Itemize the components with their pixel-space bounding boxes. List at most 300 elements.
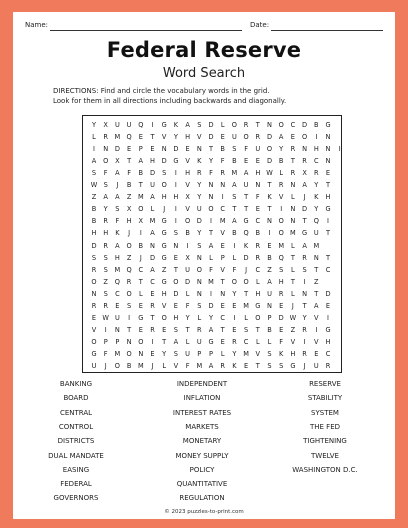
grid-letter[interactable]: V (255, 349, 261, 358)
grid-letter[interactable]: V (185, 181, 190, 190)
grid-letter[interactable]: K (279, 349, 284, 358)
grid-letter[interactable]: A (208, 241, 214, 250)
grid-letter[interactable]: S (302, 265, 307, 274)
grid-letter[interactable]: E (290, 133, 295, 142)
grid-letter[interactable]: G (208, 337, 214, 346)
grid-letter[interactable]: I (186, 241, 189, 250)
grid-letter[interactable]: U (243, 181, 249, 190)
grid-letter[interactable]: R (278, 181, 284, 190)
grid-letter[interactable]: O (138, 205, 144, 214)
grid-letter[interactable]: D (266, 133, 273, 142)
grid-letter[interactable]: N (313, 253, 319, 262)
grid-letter[interactable]: E (150, 349, 155, 358)
grid-letter[interactable]: D (91, 241, 97, 250)
grid-letter[interactable]: G (138, 313, 144, 322)
grid-letter[interactable]: F (244, 145, 248, 154)
grid-letter[interactable]: M (114, 349, 121, 358)
grid-letter[interactable]: D (278, 313, 284, 322)
grid-letter[interactable]: E (115, 301, 120, 310)
grid-letter[interactable]: Q (278, 253, 284, 262)
grid-letter[interactable]: G (290, 362, 296, 370)
grid-letter[interactable]: U (185, 349, 190, 358)
grid-letter[interactable]: M (196, 362, 203, 370)
grid-letter[interactable]: G (325, 121, 331, 129)
grid-letter[interactable]: H (325, 193, 331, 202)
grid-letter[interactable]: J (139, 253, 142, 262)
grid-letter[interactable]: A (232, 217, 237, 226)
grid-letter[interactable]: O (301, 133, 308, 142)
grid-letter[interactable]: D (149, 169, 156, 178)
grid-letter[interactable]: G (302, 229, 308, 238)
grid-letter[interactable]: S (162, 169, 167, 178)
grid-letter[interactable]: P (267, 313, 272, 322)
date-line[interactable] (271, 30, 383, 31)
grid-letter[interactable]: Y (232, 349, 237, 358)
grid-letter[interactable]: Z (103, 277, 108, 286)
grid-letter[interactable]: N (196, 277, 202, 286)
grid-letter[interactable]: T (290, 253, 295, 262)
grid-letter[interactable]: O (278, 229, 284, 238)
grid-letter[interactable]: Y (162, 349, 167, 358)
grid-letter[interactable]: B (126, 181, 132, 190)
grid-letter[interactable]: H (103, 229, 109, 238)
grid-letter[interactable]: N (208, 181, 214, 190)
grid-letter[interactable]: H (150, 157, 155, 166)
grid-letter[interactable]: Q (126, 133, 132, 142)
grid-letter[interactable]: N (325, 145, 331, 154)
grid-letter[interactable]: T (232, 205, 237, 214)
grid-letter[interactable]: L (185, 337, 190, 346)
grid-letter[interactable]: V (173, 362, 179, 370)
grid-letter[interactable]: L (279, 169, 284, 178)
grid-letter[interactable]: O (243, 277, 249, 286)
grid-letter[interactable]: R (220, 362, 225, 370)
grid-letter[interactable]: U (114, 121, 120, 129)
grid-letter[interactable]: T (127, 325, 132, 334)
grid-letter[interactable]: M (278, 241, 285, 250)
grid-letter[interactable]: A (150, 229, 155, 238)
grid-letter[interactable]: U (126, 121, 132, 129)
grid-letter[interactable]: G (91, 349, 97, 358)
grid-letter[interactable]: H (255, 169, 261, 178)
grid-letter[interactable]: Y (103, 205, 108, 214)
grid-letter[interactable]: Z (290, 325, 296, 334)
grid-letter[interactable]: H (126, 217, 132, 226)
grid-letter[interactable]: A (302, 181, 307, 190)
grid-letter[interactable]: A (278, 133, 284, 142)
grid-letter[interactable]: Y (208, 157, 214, 166)
grid-letter[interactable]: R (255, 241, 261, 250)
grid-letter[interactable]: T (255, 121, 260, 129)
grid-letter[interactable]: I (174, 181, 177, 190)
grid-letter[interactable]: L (255, 337, 260, 346)
grid-letter[interactable]: D (149, 253, 156, 262)
grid-letter[interactable]: Z (126, 193, 132, 202)
grid-letter[interactable]: A (150, 265, 155, 274)
grid-letter[interactable]: T (302, 301, 307, 310)
grid-letter[interactable]: T (138, 181, 143, 190)
grid-letter[interactable]: D (302, 121, 308, 129)
grid-letter[interactable]: H (173, 313, 179, 322)
grid-letter[interactable]: R (302, 253, 307, 262)
grid-letter[interactable]: A (208, 325, 214, 334)
grid-letter[interactable]: H (161, 193, 167, 202)
grid-letter[interactable]: B (126, 362, 132, 370)
grid-letter[interactable]: L (220, 349, 225, 358)
grid-letter[interactable]: Y (314, 205, 319, 214)
grid-letter[interactable]: F (127, 169, 131, 178)
grid-letter[interactable]: N (302, 145, 308, 154)
grid-letter[interactable]: E (244, 157, 249, 166)
grid-letter[interactable]: I (327, 313, 329, 322)
grid-letter[interactable]: N (290, 217, 296, 226)
grid-letter[interactable]: R (302, 349, 307, 358)
grid-letter[interactable]: Y (91, 121, 97, 129)
grid-letter[interactable]: A (243, 169, 249, 178)
grid-letter[interactable]: I (151, 337, 154, 346)
grid-letter[interactable]: C (243, 337, 249, 346)
grid-letter[interactable]: P (103, 337, 108, 346)
grid-letter[interactable]: F (209, 265, 213, 274)
grid-letter[interactable]: I (104, 325, 107, 334)
grid-letter[interactable]: C (115, 289, 120, 298)
grid-letter[interactable]: D (173, 145, 179, 154)
grid-letter[interactable]: K (197, 157, 202, 166)
grid-letter[interactable]: I (174, 205, 177, 214)
grid-letter[interactable]: G (161, 121, 167, 129)
grid-letter[interactable]: R (325, 362, 331, 370)
grid-letter[interactable]: H (185, 169, 191, 178)
grid-letter[interactable]: K (173, 121, 179, 129)
grid-letter[interactable]: O (266, 145, 273, 154)
grid-letter[interactable]: K (115, 229, 120, 238)
grid-letter[interactable]: N (196, 289, 202, 298)
grid-letter[interactable]: C (220, 205, 225, 214)
grid-letter[interactable]: E (220, 337, 225, 346)
grid-letter[interactable]: R (103, 301, 108, 310)
grid-letter[interactable]: T (290, 157, 295, 166)
grid-letter[interactable]: O (278, 217, 284, 226)
grid-letter[interactable]: O (231, 277, 237, 286)
grid-letter[interactable]: T (173, 265, 178, 274)
grid-letter[interactable]: H (161, 289, 167, 298)
grid-letter[interactable]: N (267, 217, 272, 226)
grid-letter[interactable]: N (220, 289, 226, 298)
grid-letter[interactable]: E (162, 325, 167, 334)
grid-letter[interactable]: L (232, 253, 237, 262)
grid-letter[interactable]: K (267, 193, 272, 202)
grid-letter[interactable]: I (327, 217, 329, 226)
grid-letter[interactable]: X (138, 217, 144, 226)
grid-letter[interactable]: D (208, 301, 214, 310)
grid-letter[interactable]: A (302, 241, 307, 250)
grid-letter[interactable]: B (255, 229, 261, 238)
grid-letter[interactable]: I (233, 241, 236, 250)
grid-letter[interactable]: H (325, 337, 331, 346)
grid-letter[interactable]: O (91, 337, 97, 346)
grid-letter[interactable]: S (197, 121, 202, 129)
grid-letter[interactable]: B (220, 145, 225, 154)
grid-letter[interactable]: E (138, 301, 143, 310)
grid-letter[interactable]: D (208, 121, 214, 129)
grid-letter[interactable]: I (338, 145, 341, 154)
grid-letter[interactable]: G (161, 253, 167, 262)
grid-letter[interactable]: E (220, 133, 225, 142)
grid-letter[interactable]: L (138, 289, 143, 298)
grid-letter[interactable]: C (220, 313, 225, 322)
grid-letter[interactable]: G (161, 277, 167, 286)
grid-letter[interactable]: F (185, 362, 190, 370)
grid-letter[interactable]: E (138, 133, 143, 142)
grid-letter[interactable]: S (244, 325, 249, 334)
grid-letter[interactable]: B (314, 121, 319, 129)
grid-letter[interactable]: X (302, 169, 307, 178)
grid-letter[interactable]: H (313, 145, 319, 154)
grid-letter[interactable]: L (267, 337, 272, 346)
grid-letter[interactable]: I (210, 289, 212, 298)
grid-letter[interactable]: D (196, 217, 202, 226)
grid-letter[interactable]: P (115, 337, 120, 346)
grid-letter[interactable]: K (243, 241, 249, 250)
grid-letter[interactable]: R (232, 337, 237, 346)
grid-letter[interactable]: A (208, 362, 214, 370)
grid-letter[interactable]: P (197, 349, 202, 358)
grid-letter[interactable]: A (267, 277, 272, 286)
grid-letter[interactable]: F (220, 157, 225, 166)
grid-letter[interactable]: Y (197, 229, 202, 238)
grid-letter[interactable]: M (243, 349, 249, 358)
grid-letter[interactable]: O (161, 313, 167, 322)
grid-letter[interactable]: E (325, 169, 331, 178)
grid-letter[interactable]: S (103, 265, 108, 274)
grid-letter[interactable]: T (220, 277, 225, 286)
grid-letter[interactable]: E (150, 145, 155, 154)
grid-letter[interactable]: C (150, 277, 155, 286)
grid-letter[interactable]: W (266, 169, 273, 178)
grid-letter[interactable]: R (103, 133, 108, 142)
grid-letter[interactable]: S (91, 253, 97, 262)
grid-letter[interactable]: R (150, 301, 155, 310)
grid-letter[interactable]: N (220, 181, 226, 190)
grid-letter[interactable]: S (173, 325, 178, 334)
grid-letter[interactable]: D (208, 133, 214, 142)
grid-letter[interactable]: I (221, 193, 224, 202)
grid-letter[interactable]: R (255, 133, 261, 142)
grid-letter[interactable]: T (138, 277, 143, 286)
grid-letter[interactable]: Y (197, 181, 202, 190)
grid-letter[interactable]: H (185, 133, 191, 142)
grid-letter[interactable]: E (279, 325, 284, 334)
grid-letter[interactable]: Q (126, 265, 132, 274)
grid-letter[interactable]: D (266, 157, 273, 166)
grid-letter[interactable]: C (255, 217, 261, 226)
grid-letter[interactable]: E (255, 157, 260, 166)
grid-letter[interactable]: O (255, 313, 261, 322)
grid-letter[interactable]: U (185, 265, 190, 274)
grid-letter[interactable]: D (325, 289, 331, 298)
grid-letter[interactable]: X (185, 253, 190, 262)
grid-letter[interactable]: C (313, 157, 319, 166)
grid-letter[interactable]: A (91, 157, 97, 166)
grid-letter[interactable]: K (314, 193, 319, 202)
grid-letter[interactable]: L (255, 277, 260, 286)
grid-letter[interactable]: T (185, 325, 190, 334)
grid-letter[interactable]: Q (114, 277, 120, 286)
grid-letter[interactable]: S (279, 362, 284, 370)
grid-letter[interactable]: J (303, 362, 306, 370)
grid-letter[interactable]: M (243, 301, 249, 310)
grid-letter[interactable]: B (91, 217, 97, 226)
name-line[interactable] (50, 30, 242, 31)
grid-letter[interactable]: D (243, 253, 249, 262)
grid-letter[interactable]: R (103, 241, 108, 250)
grid-letter[interactable]: G (243, 217, 249, 226)
grid-letter[interactable]: Z (314, 277, 319, 286)
grid-letter[interactable]: Y (173, 133, 178, 142)
grid-letter[interactable]: A (115, 193, 120, 202)
grid-letter[interactable]: T (150, 313, 155, 322)
grid-letter[interactable]: G (161, 217, 167, 226)
grid-letter[interactable]: N (208, 193, 214, 202)
grid-letter[interactable]: V (278, 193, 284, 202)
grid-letter[interactable]: S (279, 265, 284, 274)
grid-letter[interactable]: R (243, 121, 249, 129)
grid-letter[interactable]: Q (138, 121, 144, 129)
grid-letter[interactable]: E (127, 145, 132, 154)
grid-letter[interactable]: E (138, 325, 143, 334)
grid-letter[interactable]: B (232, 229, 237, 238)
grid-letter[interactable]: T (255, 325, 260, 334)
grid-letter[interactable]: R (150, 325, 155, 334)
grid-letter[interactable]: L (197, 313, 202, 322)
grid-letter[interactable]: X (115, 157, 120, 166)
grid-letter[interactable]: F (115, 217, 120, 226)
grid-letter[interactable]: T (267, 205, 272, 214)
grid-letter[interactable]: V (220, 229, 225, 238)
grid-letter[interactable]: N (126, 337, 132, 346)
grid-letter[interactable]: I (210, 217, 212, 226)
grid-letter[interactable]: N (161, 145, 167, 154)
grid-letter[interactable]: M (149, 217, 156, 226)
grid-letter[interactable]: M (290, 229, 296, 238)
grid-letter[interactable]: L (162, 362, 167, 370)
grid-letter[interactable]: N (255, 181, 261, 190)
grid-letter[interactable]: V (197, 133, 202, 142)
grid-letter[interactable]: J (245, 265, 248, 274)
grid-letter[interactable]: A (115, 241, 120, 250)
grid-letter[interactable]: X (103, 121, 108, 129)
grid-letter[interactable]: L (291, 289, 295, 298)
grid-letter[interactable]: O (138, 337, 144, 346)
grid-letter[interactable]: N (196, 145, 202, 154)
grid-letter[interactable]: W (90, 181, 98, 190)
grid-letter[interactable]: U (196, 205, 202, 214)
grid-letter[interactable]: M (219, 217, 226, 226)
grid-letter[interactable]: S (103, 181, 108, 190)
grid-letter[interactable]: N (302, 289, 308, 298)
grid-letter[interactable]: I (174, 169, 177, 178)
grid-letter[interactable]: J (151, 362, 154, 370)
grid-letter[interactable]: F (185, 301, 190, 310)
grid-letter[interactable]: G (255, 301, 261, 310)
grid-letter[interactable]: O (126, 349, 132, 358)
grid-letter[interactable]: I (93, 145, 95, 154)
grid-letter[interactable]: U (150, 181, 155, 190)
grid-letter[interactable]: B (232, 157, 237, 166)
grid-letter[interactable]: P (209, 349, 213, 358)
grid-letter[interactable]: S (267, 349, 272, 358)
grid-letter[interactable]: H (91, 229, 97, 238)
grid-letter[interactable]: R (290, 145, 296, 154)
grid-letter[interactable]: V (314, 313, 319, 322)
grid-letter[interactable]: U (196, 337, 202, 346)
grid-letter[interactable]: F (279, 337, 284, 346)
grid-letter[interactable]: W (289, 313, 297, 322)
grid-letter[interactable]: Y (232, 289, 237, 298)
grid-letter[interactable]: U (231, 133, 237, 142)
grid-letter[interactable]: N (290, 205, 296, 214)
grid-letter[interactable]: T (267, 181, 272, 190)
grid-letter[interactable]: D (161, 157, 167, 166)
grid-letter[interactable]: L (291, 241, 295, 250)
grid-letter[interactable]: M (137, 362, 144, 370)
grid-letter[interactable]: K (232, 362, 237, 370)
grid-letter[interactable]: I (315, 133, 318, 142)
grid-letter[interactable]: U (91, 362, 97, 370)
grid-letter[interactable]: O (126, 289, 132, 298)
grid-letter[interactable]: U (267, 289, 272, 298)
grid-letter[interactable]: V (91, 325, 97, 334)
grid-letter[interactable]: H (255, 289, 261, 298)
grid-letter[interactable]: I (303, 277, 306, 286)
grid-letter[interactable]: N (91, 289, 97, 298)
grid-letter[interactable]: V (220, 265, 225, 274)
grid-letter[interactable]: R (290, 169, 296, 178)
grid-letter[interactable]: C (325, 265, 331, 274)
grid-letter[interactable]: S (232, 145, 237, 154)
grid-letter[interactable]: D (173, 289, 179, 298)
grid-letter[interactable]: O (208, 205, 214, 214)
grid-letter[interactable]: L (209, 253, 213, 262)
grid-letter[interactable]: O (278, 121, 284, 129)
grid-letter[interactable]: A (103, 193, 108, 202)
grid-letter[interactable]: Y (314, 181, 319, 190)
grid-letter[interactable]: H (290, 349, 296, 358)
grid-letter[interactable]: O (91, 277, 97, 286)
grid-letter[interactable]: I (174, 217, 177, 226)
grid-letter[interactable]: E (314, 349, 319, 358)
grid-letter[interactable]: T (255, 362, 260, 370)
grid-letter[interactable]: R (278, 289, 284, 298)
grid-letter[interactable]: R (302, 325, 307, 334)
grid-letter[interactable]: R (103, 217, 108, 226)
grid-letter[interactable]: P (220, 253, 225, 262)
grid-letter[interactable]: E (232, 301, 237, 310)
grid-letter[interactable]: N (325, 157, 331, 166)
grid-letter[interactable]: Q (313, 217, 319, 226)
grid-letter[interactable]: H (173, 193, 179, 202)
grid-letter[interactable]: Q (243, 229, 249, 238)
grid-letter[interactable]: S (127, 301, 132, 310)
grid-letter[interactable]: S (173, 349, 178, 358)
grid-letter[interactable]: S (197, 241, 202, 250)
grid-letter[interactable]: V (185, 157, 190, 166)
grid-letter[interactable]: G (161, 229, 167, 238)
grid-letter[interactable]: I (128, 313, 131, 322)
grid-letter[interactable]: P (138, 145, 143, 154)
grid-letter[interactable]: O (196, 265, 202, 274)
grid-letter[interactable]: C (290, 121, 296, 129)
